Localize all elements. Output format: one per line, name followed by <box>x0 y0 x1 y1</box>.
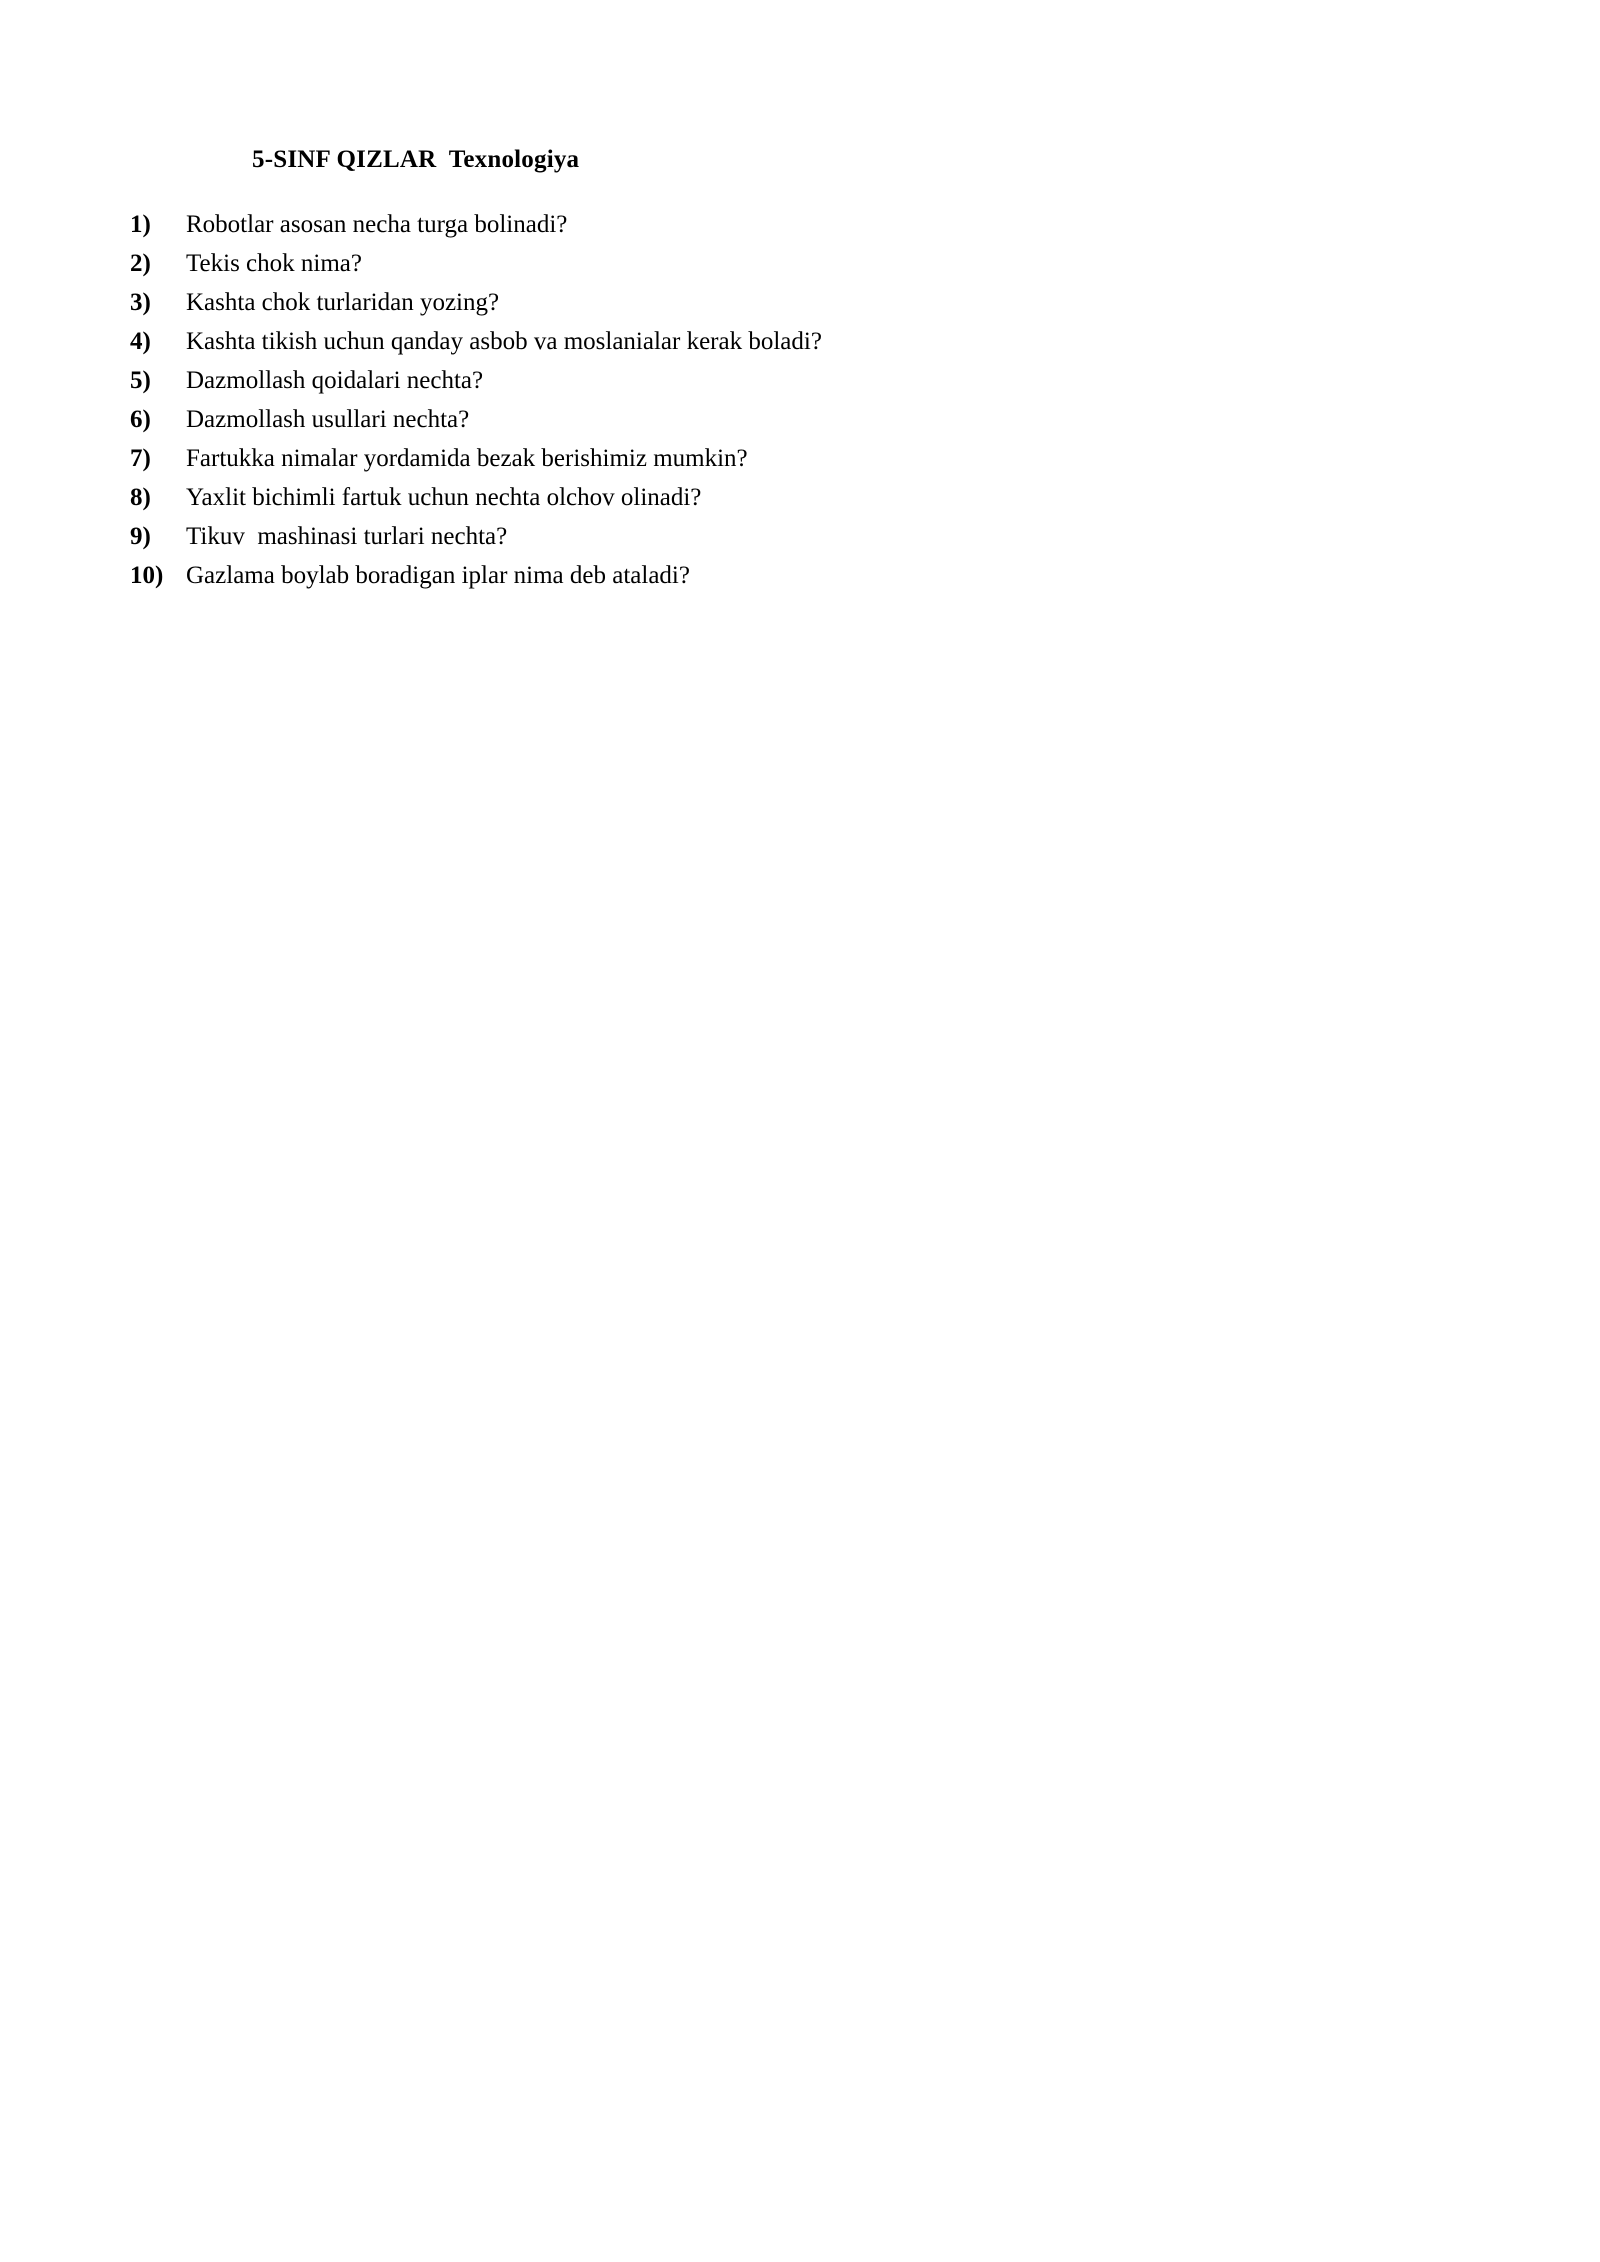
list-item <box>130 478 1470 517</box>
list-item <box>130 322 1470 361</box>
list-item-number: 10) <box>130 562 164 589</box>
list-item-text: Tikuv mashinasi turlari nechta? <box>186 523 508 550</box>
list-item <box>130 205 1470 244</box>
list-item-text: Yaxlit bichimli fartuk uchun nechta olchov olinadi? <box>186 484 702 511</box>
list-item-text: Kashta chok turlaridan yozing? <box>186 289 500 316</box>
list-item-number: 7) <box>130 445 151 472</box>
list-item-text: Kashta tikish uchun qanday asbob va moslanialar kerak boladi? <box>186 328 822 355</box>
question-list <box>130 205 1470 595</box>
list-item-text: Tekis chok nima? <box>186 250 362 277</box>
list-item-number: 2) <box>130 250 151 277</box>
list-item-number: 1) <box>130 211 151 238</box>
list-item <box>130 244 1470 283</box>
list-item-number: 5) <box>130 367 151 394</box>
list-item <box>130 439 1470 478</box>
list-item-number: 8) <box>130 484 151 511</box>
list-item-number: 6) <box>130 406 151 433</box>
list-item-number: 4) <box>130 328 151 355</box>
list-item-text: Dazmollash usullari nechta? <box>186 406 470 433</box>
list-item <box>130 361 1470 400</box>
list-item <box>130 556 1470 595</box>
list-item <box>130 283 1470 322</box>
page-title: 5-SINF QIZLAR Texnologiya <box>252 146 580 173</box>
list-item-text: Robotlar asosan necha turga bolinadi? <box>186 211 568 238</box>
list-item <box>130 517 1470 556</box>
list-item-text: Dazmollash qoidalari nechta? <box>186 367 484 394</box>
list-item-text: Gazlama boylab boradigan iplar nima deb ataladi? <box>186 562 690 589</box>
list-item <box>130 400 1470 439</box>
list-item-number: 9) <box>130 523 151 550</box>
list-item-text: Fartukka nimalar yordamida bezak berishimiz mumkin? <box>186 445 748 472</box>
list-item-number: 3) <box>130 289 151 316</box>
